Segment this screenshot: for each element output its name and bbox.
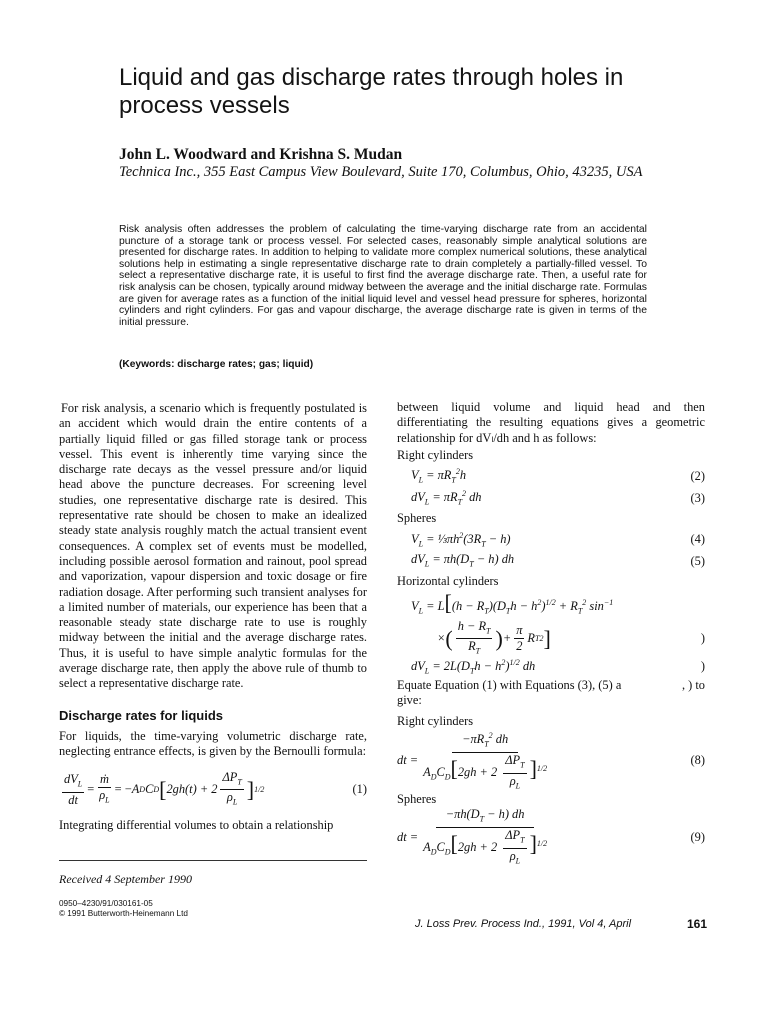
label-right-cylinders-2: Right cylinders — [397, 714, 474, 729]
section-paragraph: For liquids, the time-varying volumetric discharge rate, neglecting entrance effects, is given by the Bernoulli formula: — [59, 728, 367, 759]
equation-1-number: (1) — [352, 782, 367, 797]
equate-tail: , ) to — [681, 677, 705, 692]
equation-3-number: (3) — [690, 490, 705, 505]
equation-4: $V_L$ = $\frac{1}{3}\pi h^2(3R_T - h)$ (4) — [411, 530, 705, 549]
equation-2: $V_L = \pi R_T^2h$ (2) — [411, 467, 705, 485]
keywords: (Keywords: discharge rates; gas; liquid) — [119, 359, 314, 370]
publication-code — [59, 899, 188, 919]
abstract: Risk analysis often addresses the problem of calculating the time-varying discharge rate from an accidental puncture of a storage tank or process vessel. For selected cases, reasonably simple analytical solutions are presented for discharge rates. In addition to helping to validate more complex numerical solutions, these analytical solutions help in estimating a single representative discharge rate to drain completely a partially-filled vessel. To select a representative discharge rate, it is useful to first find the average discharge rate. Then, a useful rate for risk analysis can be chosen, typically around midway between the average and the initial discharge rate. Formulas are given for average rates as a function of the initial liquid level and vessel head pressure for spheres, horizontal cylinders and right cylinders. For gas and vapour discharge, the average discharge rate is given in terms of the initial pressure. — [119, 224, 647, 328]
equation-6-number: ) — [700, 631, 705, 646]
equation-3: $dV_L = \pi R_T^2$ dh (3) — [411, 489, 705, 507]
issn-line: 0950–4230/91/030161-05 — [59, 899, 153, 908]
label-spheres-2: Spheres — [397, 791, 437, 806]
paper-title: Liquid and gas discharge rates through holes in process vessels — [119, 64, 624, 119]
equation-4-number: (4) — [690, 531, 705, 546]
right-intro-paragraph: between liquid volume and liquid head and then differentiating the resulting equations gives a geometric relationship for dVₗ/dh and h as follows: — [397, 400, 705, 445]
equation-5-number: (5) — [690, 553, 705, 568]
equation-1: $\frac{dV_L}{dt}$ = $\frac{\text{ṁ}}{\rho_L}$ = − A D C D [ 2gh(t) + 2 $\frac{\Delta P_T}{\rho_L}$ ] 1/2 (1) — [64, 769, 367, 807]
copyright-line: © 1991 Butterworth-Heinemann Ltd — [59, 909, 188, 918]
label-horizontal-cylinders: Horizontal cylinders — [397, 574, 499, 589]
left-column — [59, 401, 367, 833]
equation-8-number: (8) — [690, 753, 705, 768]
give-text: give: — [397, 693, 422, 708]
page-number: 161 — [687, 917, 708, 931]
affiliation: Technica Inc., 355 East Campus View Boulevard, Suite 170, Columbus, Ohio, 43235, USA — [119, 164, 643, 180]
equation-7: $dV_L = 2L(D_Th - h^2)^{1/2}$ dh ) — [411, 657, 705, 676]
label-spheres: Spheres — [397, 511, 437, 526]
equation-9-number: (9) — [690, 830, 705, 845]
equation-7-number: ) — [700, 659, 705, 674]
equate-text: Equate Equation (1) with Equations (3), (5) a — [397, 677, 622, 692]
equation-5: $dV_L = \pi h(D_T - h)$ dh (5) — [411, 551, 705, 569]
received-date: Received 4 September 1990 — [59, 872, 192, 886]
equate-line — [397, 678, 705, 693]
journal-citation: J. Loss Prev. Process Ind., 1991, Vol 4, April — [415, 918, 632, 930]
right-column — [397, 400, 705, 867]
equation-6-line2: × ( $\frac{h - R_T}{R_T}$ ) + $\frac{\pi}{2}$ R T 2 ] ) — [437, 618, 705, 656]
equation-9: dt = $-\pi h(D_T - h)$ dh $A_DC_D[2gh + 2$ $\frac{\Delta P_T}{\rho_L}$ ]$^{1/2}$ (9) — [397, 807, 705, 866]
equation-8: dt = $-\pi R_T^2$ dh $A_DC_D[2gh + 2$ $\frac{\Delta P_T}{\rho_L}$ ]$^{1/2}$ (8) — [397, 732, 705, 790]
authors: John L. Woodward and Krishna S. Mudan — [119, 146, 403, 163]
section-heading: Discharge rates for liquids — [59, 707, 223, 723]
equation-6-line1: $V_L = L[(h - R_T)(D_Th - h^2)^{1/2} + R_T^2$ $\sin^{-1}$ — [411, 589, 614, 616]
footnote-rule — [59, 860, 367, 861]
after-equation-text: Integrating differential volumes to obtain a relationship — [59, 818, 334, 833]
intro-paragraph: For risk analysis, a scenario which is frequently postulated is an accident which would drain the entire contents of a partially liquid filled or gas filled storage tank or process vessel. This event is inherently time varying since the discharge rate decays as the vessel pressure and/or liquid head above the puncture decreases. For screening level studies, one representative discharge rate is desired. This representative rate should be chosen to make an idealized steady state analysis roughly match the actual transient event consequences. A complex set of events must be modelled, including possible aerosol formation and rainout, pool spread and vaporization, vapour dispersion and toxic dosage or fire radiation dosage. After performing such transient analyses for a limited number of materials, our experience has been that a reasonable steady state discharge rate to use is roughly midway between the initial and the average discharge rates. Thus, it is useful to have simple analytic formulas for the average discharge rate, then apply the above rule of thumb to select a representative discharge rate. — [59, 401, 367, 691]
equation-2-number: (2) — [690, 468, 705, 483]
label-right-cylinders: Right cylinders — [397, 447, 474, 462]
